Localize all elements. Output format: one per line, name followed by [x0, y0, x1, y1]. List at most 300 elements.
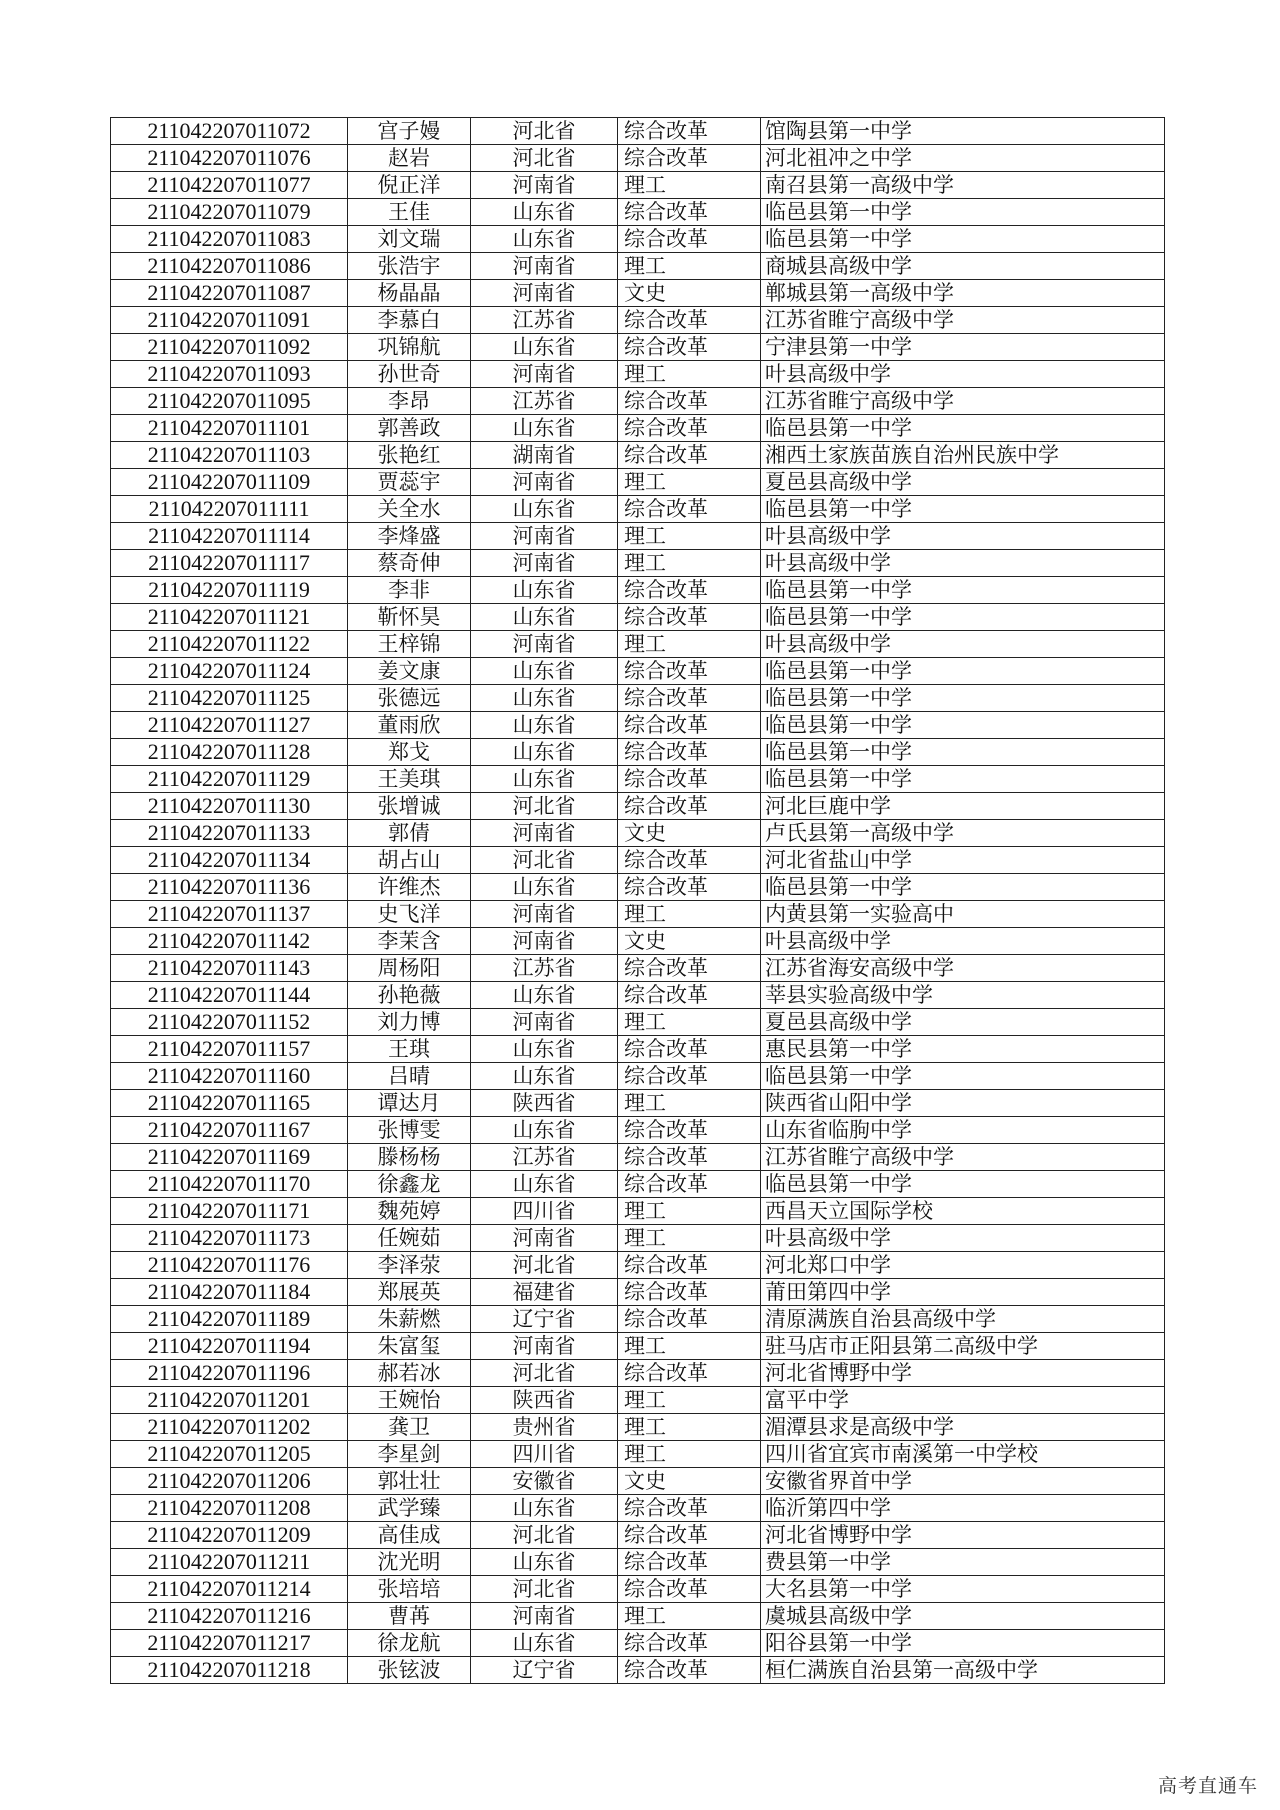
exam-id-cell: 211042207011092 — [111, 334, 348, 361]
subject-type-cell: 理工 — [618, 1198, 761, 1225]
school-cell: 桓仁满族自治县第一高级中学 — [761, 1657, 1165, 1684]
province-cell: 山东省 — [471, 739, 618, 766]
student-name-cell: 张博雯 — [348, 1117, 471, 1144]
exam-id-cell: 211042207011170 — [111, 1171, 348, 1198]
table-row — [111, 1387, 1165, 1414]
student-name-cell: 张培培 — [348, 1576, 471, 1603]
exam-id-cell: 211042207011201 — [111, 1387, 348, 1414]
subject-type-cell: 综合改革 — [618, 685, 761, 712]
province-cell: 河南省 — [471, 361, 618, 388]
province-cell: 辽宁省 — [471, 1306, 618, 1333]
province-cell: 河南省 — [471, 523, 618, 550]
exam-id-cell: 211042207011093 — [111, 361, 348, 388]
table-row — [111, 1225, 1165, 1252]
province-cell: 山东省 — [471, 874, 618, 901]
exam-id-cell: 211042207011079 — [111, 199, 348, 226]
exam-id-cell: 211042207011214 — [111, 1576, 348, 1603]
subject-type-cell: 理工 — [618, 1441, 761, 1468]
school-cell: 湘西土家族苗族自治州民族中学 — [761, 442, 1165, 469]
table-row — [111, 1063, 1165, 1090]
province-cell: 安徽省 — [471, 1468, 618, 1495]
exam-id-cell: 211042207011167 — [111, 1117, 348, 1144]
student-name-cell: 孙艳薇 — [348, 982, 471, 1009]
school-cell: 西昌天立国际学校 — [761, 1198, 1165, 1225]
subject-type-cell: 综合改革 — [618, 388, 761, 415]
table-row — [111, 550, 1165, 577]
subject-type-cell: 理工 — [618, 1603, 761, 1630]
exam-id-cell: 211042207011216 — [111, 1603, 348, 1630]
student-name-cell: 徐龙航 — [348, 1630, 471, 1657]
subject-type-cell: 文史 — [618, 820, 761, 847]
province-cell: 河北省 — [471, 1360, 618, 1387]
province-cell: 河北省 — [471, 145, 618, 172]
school-cell: 叶县高级中学 — [761, 523, 1165, 550]
province-cell: 河南省 — [471, 280, 618, 307]
province-cell: 山东省 — [471, 685, 618, 712]
student-name-cell: 任婉茹 — [348, 1225, 471, 1252]
subject-type-cell: 综合改革 — [618, 577, 761, 604]
school-cell: 阳谷县第一中学 — [761, 1630, 1165, 1657]
subject-type-cell: 文史 — [618, 928, 761, 955]
school-cell: 莆田第四中学 — [761, 1279, 1165, 1306]
subject-type-cell: 理工 — [618, 253, 761, 280]
school-cell: 临邑县第一中学 — [761, 577, 1165, 604]
subject-type-cell: 综合改革 — [618, 1495, 761, 1522]
table-row — [111, 1522, 1165, 1549]
student-name-cell: 龚卫 — [348, 1414, 471, 1441]
province-cell: 山东省 — [471, 766, 618, 793]
province-cell: 山东省 — [471, 982, 618, 1009]
subject-type-cell: 综合改革 — [618, 739, 761, 766]
province-cell: 河南省 — [471, 1009, 618, 1036]
school-cell: 临邑县第一中学 — [761, 712, 1165, 739]
student-name-cell: 李茉含 — [348, 928, 471, 955]
province-cell: 江苏省 — [471, 1144, 618, 1171]
student-name-cell: 李昂 — [348, 388, 471, 415]
exam-id-cell: 211042207011169 — [111, 1144, 348, 1171]
table-row — [111, 415, 1165, 442]
student-name-cell: 李星剑 — [348, 1441, 471, 1468]
table-row — [111, 199, 1165, 226]
student-name-cell: 李烽盛 — [348, 523, 471, 550]
subject-type-cell: 综合改革 — [618, 1522, 761, 1549]
exam-id-cell: 211042207011208 — [111, 1495, 348, 1522]
student-name-cell: 张增诚 — [348, 793, 471, 820]
exam-id-cell: 211042207011137 — [111, 901, 348, 928]
exam-id-cell: 211042207011121 — [111, 604, 348, 631]
school-cell: 江苏省海安高级中学 — [761, 955, 1165, 982]
school-cell: 叶县高级中学 — [761, 631, 1165, 658]
province-cell: 山东省 — [471, 1036, 618, 1063]
school-cell: 临邑县第一中学 — [761, 226, 1165, 253]
exam-id-cell: 211042207011218 — [111, 1657, 348, 1684]
subject-type-cell: 理工 — [618, 901, 761, 928]
exam-id-cell: 211042207011076 — [111, 145, 348, 172]
province-cell: 江苏省 — [471, 955, 618, 982]
exam-id-cell: 211042207011136 — [111, 874, 348, 901]
province-cell: 山东省 — [471, 496, 618, 523]
exam-id-cell: 211042207011087 — [111, 280, 348, 307]
table-row — [111, 1036, 1165, 1063]
subject-type-cell: 综合改革 — [618, 1306, 761, 1333]
subject-type-cell: 综合改革 — [618, 199, 761, 226]
province-cell: 山东省 — [471, 199, 618, 226]
student-name-cell: 王琪 — [348, 1036, 471, 1063]
subject-type-cell: 综合改革 — [618, 1036, 761, 1063]
school-cell: 湄潭县求是高级中学 — [761, 1414, 1165, 1441]
table-row — [111, 1252, 1165, 1279]
subject-type-cell: 理工 — [618, 1090, 761, 1117]
table-row — [111, 1306, 1165, 1333]
subject-type-cell: 综合改革 — [618, 658, 761, 685]
school-cell: 临邑县第一中学 — [761, 199, 1165, 226]
student-name-cell: 周杨阳 — [348, 955, 471, 982]
exam-id-cell: 211042207011196 — [111, 1360, 348, 1387]
subject-type-cell: 综合改革 — [618, 118, 761, 145]
province-cell: 河南省 — [471, 820, 618, 847]
province-cell: 江苏省 — [471, 307, 618, 334]
student-name-cell: 王婉怡 — [348, 1387, 471, 1414]
table-row — [111, 739, 1165, 766]
table-row — [111, 766, 1165, 793]
subject-type-cell: 理工 — [618, 1009, 761, 1036]
school-cell: 惠民县第一中学 — [761, 1036, 1165, 1063]
table-row — [111, 334, 1165, 361]
school-cell: 南召县第一高级中学 — [761, 172, 1165, 199]
table-row — [111, 928, 1165, 955]
subject-type-cell: 综合改革 — [618, 496, 761, 523]
province-cell: 山东省 — [471, 1063, 618, 1090]
school-cell: 江苏省睢宁高级中学 — [761, 388, 1165, 415]
student-name-cell: 赵岩 — [348, 145, 471, 172]
province-cell: 河南省 — [471, 1333, 618, 1360]
school-cell: 河北郑口中学 — [761, 1252, 1165, 1279]
school-cell: 临邑县第一中学 — [761, 874, 1165, 901]
school-cell: 商城县高级中学 — [761, 253, 1165, 280]
province-cell: 山东省 — [471, 1171, 618, 1198]
school-cell: 虞城县高级中学 — [761, 1603, 1165, 1630]
table-row — [111, 604, 1165, 631]
province-cell: 河南省 — [471, 901, 618, 928]
province-cell: 河南省 — [471, 172, 618, 199]
school-cell: 河北省博野中学 — [761, 1522, 1165, 1549]
school-cell: 馆陶县第一中学 — [761, 118, 1165, 145]
table-row — [111, 1333, 1165, 1360]
subject-type-cell: 综合改革 — [618, 1279, 761, 1306]
province-cell: 山东省 — [471, 604, 618, 631]
exam-id-cell: 211042207011095 — [111, 388, 348, 415]
province-cell: 河北省 — [471, 1576, 618, 1603]
subject-type-cell: 综合改革 — [618, 712, 761, 739]
school-cell: 临邑县第一中学 — [761, 658, 1165, 685]
exam-id-cell: 211042207011114 — [111, 523, 348, 550]
student-name-cell: 高佳成 — [348, 1522, 471, 1549]
student-name-cell: 李泽荥 — [348, 1252, 471, 1279]
province-cell: 四川省 — [471, 1198, 618, 1225]
student-name-cell: 巩锦航 — [348, 334, 471, 361]
student-name-cell: 魏苑婷 — [348, 1198, 471, 1225]
school-cell: 江苏省睢宁高级中学 — [761, 1144, 1165, 1171]
province-cell: 河南省 — [471, 1603, 618, 1630]
subject-type-cell: 理工 — [618, 523, 761, 550]
subject-type-cell: 综合改革 — [618, 847, 761, 874]
exam-id-cell: 211042207011206 — [111, 1468, 348, 1495]
table-row — [111, 874, 1165, 901]
student-name-cell: 谭达月 — [348, 1090, 471, 1117]
subject-type-cell: 综合改革 — [618, 1063, 761, 1090]
school-cell: 临邑县第一中学 — [761, 766, 1165, 793]
subject-type-cell: 综合改革 — [618, 1171, 761, 1198]
table-row — [111, 1576, 1165, 1603]
province-cell: 河北省 — [471, 1522, 618, 1549]
table-row — [111, 496, 1165, 523]
school-cell: 叶县高级中学 — [761, 928, 1165, 955]
school-cell: 临邑县第一中学 — [761, 415, 1165, 442]
exam-id-cell: 211042207011111 — [111, 496, 348, 523]
exam-id-cell: 211042207011173 — [111, 1225, 348, 1252]
province-cell: 陕西省 — [471, 1090, 618, 1117]
exam-id-cell: 211042207011109 — [111, 469, 348, 496]
province-cell: 山东省 — [471, 1495, 618, 1522]
table-row — [111, 901, 1165, 928]
student-name-cell: 王美琪 — [348, 766, 471, 793]
exam-id-cell: 211042207011124 — [111, 658, 348, 685]
student-name-cell: 倪正洋 — [348, 172, 471, 199]
table-row — [111, 280, 1165, 307]
table-row — [111, 469, 1165, 496]
province-cell: 河南省 — [471, 1225, 618, 1252]
exam-id-cell: 211042207011130 — [111, 793, 348, 820]
table-row — [111, 253, 1165, 280]
student-name-cell: 滕杨杨 — [348, 1144, 471, 1171]
exam-id-cell: 211042207011103 — [111, 442, 348, 469]
student-name-cell: 郭善政 — [348, 415, 471, 442]
subject-type-cell: 综合改革 — [618, 1144, 761, 1171]
student-name-cell: 张艳红 — [348, 442, 471, 469]
student-name-cell: 王佳 — [348, 199, 471, 226]
subject-type-cell: 综合改革 — [618, 793, 761, 820]
subject-type-cell: 综合改革 — [618, 1549, 761, 1576]
subject-type-cell: 综合改革 — [618, 1117, 761, 1144]
school-cell: 临邑县第一中学 — [761, 1063, 1165, 1090]
student-name-cell: 郑戈 — [348, 739, 471, 766]
table-row — [111, 793, 1165, 820]
subject-type-cell: 综合改革 — [618, 442, 761, 469]
table-body — [111, 118, 1165, 1684]
province-cell: 山东省 — [471, 226, 618, 253]
table-row — [111, 577, 1165, 604]
province-cell: 山东省 — [471, 1630, 618, 1657]
province-cell: 河北省 — [471, 1252, 618, 1279]
subject-type-cell: 综合改革 — [618, 145, 761, 172]
exam-id-cell: 211042207011122 — [111, 631, 348, 658]
exam-id-cell: 211042207011194 — [111, 1333, 348, 1360]
table-row — [111, 361, 1165, 388]
exam-id-cell: 211042207011143 — [111, 955, 348, 982]
student-name-cell: 关全水 — [348, 496, 471, 523]
province-cell: 河南省 — [471, 550, 618, 577]
student-name-cell: 王梓锦 — [348, 631, 471, 658]
exam-id-cell: 211042207011133 — [111, 820, 348, 847]
exam-id-cell: 211042207011205 — [111, 1441, 348, 1468]
table-row — [111, 1279, 1165, 1306]
table-row — [111, 1630, 1165, 1657]
school-cell: 安徽省界首中学 — [761, 1468, 1165, 1495]
province-cell: 辽宁省 — [471, 1657, 618, 1684]
province-cell: 江苏省 — [471, 388, 618, 415]
table-row — [111, 847, 1165, 874]
table-row — [111, 1117, 1165, 1144]
exam-id-cell: 211042207011091 — [111, 307, 348, 334]
province-cell: 山东省 — [471, 577, 618, 604]
exam-id-cell: 211042207011189 — [111, 1306, 348, 1333]
school-cell: 河北省盐山中学 — [761, 847, 1165, 874]
student-name-cell: 孙世奇 — [348, 361, 471, 388]
province-cell: 山东省 — [471, 415, 618, 442]
province-cell: 河北省 — [471, 793, 618, 820]
subject-type-cell: 理工 — [618, 361, 761, 388]
student-name-cell: 吕晴 — [348, 1063, 471, 1090]
province-cell: 河南省 — [471, 631, 618, 658]
school-cell: 宁津县第一中学 — [761, 334, 1165, 361]
table-row — [111, 1090, 1165, 1117]
table-row — [111, 1198, 1165, 1225]
province-cell: 山东省 — [471, 334, 618, 361]
school-cell: 叶县高级中学 — [761, 361, 1165, 388]
subject-type-cell: 综合改革 — [618, 334, 761, 361]
province-cell: 河南省 — [471, 928, 618, 955]
table-row — [111, 982, 1165, 1009]
school-cell: 临邑县第一中学 — [761, 496, 1165, 523]
student-name-cell: 刘文瑞 — [348, 226, 471, 253]
subject-type-cell: 综合改革 — [618, 1657, 761, 1684]
school-cell: 大名县第一中学 — [761, 1576, 1165, 1603]
province-cell: 河南省 — [471, 253, 618, 280]
table-row — [111, 145, 1165, 172]
school-cell: 临邑县第一中学 — [761, 739, 1165, 766]
exam-id-cell: 211042207011142 — [111, 928, 348, 955]
exam-id-cell: 211042207011129 — [111, 766, 348, 793]
school-cell: 费县第一中学 — [761, 1549, 1165, 1576]
student-name-cell: 张浩宇 — [348, 253, 471, 280]
exam-id-cell: 211042207011171 — [111, 1198, 348, 1225]
table-row — [111, 1360, 1165, 1387]
student-name-cell: 郝若冰 — [348, 1360, 471, 1387]
province-cell: 山东省 — [471, 1117, 618, 1144]
table-row — [111, 1468, 1165, 1495]
student-name-cell: 李非 — [348, 577, 471, 604]
table-row — [111, 1171, 1165, 1198]
table-row — [111, 1009, 1165, 1036]
table-row — [111, 631, 1165, 658]
subject-type-cell: 综合改革 — [618, 1630, 761, 1657]
subject-type-cell: 综合改革 — [618, 226, 761, 253]
exam-id-cell: 211042207011125 — [111, 685, 348, 712]
subject-type-cell: 理工 — [618, 550, 761, 577]
subject-type-cell: 综合改革 — [618, 307, 761, 334]
province-cell: 陕西省 — [471, 1387, 618, 1414]
province-cell: 山东省 — [471, 658, 618, 685]
province-cell: 山东省 — [471, 1549, 618, 1576]
table-row — [111, 388, 1165, 415]
exam-id-cell: 211042207011217 — [111, 1630, 348, 1657]
table-row — [111, 118, 1165, 145]
student-name-cell: 曹苒 — [348, 1603, 471, 1630]
table-row — [111, 1495, 1165, 1522]
student-name-cell: 靳怀昊 — [348, 604, 471, 631]
province-cell: 山东省 — [471, 712, 618, 739]
province-cell: 湖南省 — [471, 442, 618, 469]
student-name-cell: 蔡奇伸 — [348, 550, 471, 577]
student-name-cell: 沈光明 — [348, 1549, 471, 1576]
province-cell: 河北省 — [471, 118, 618, 145]
school-cell: 卢氏县第一高级中学 — [761, 820, 1165, 847]
subject-type-cell: 综合改革 — [618, 1576, 761, 1603]
table-row — [111, 712, 1165, 739]
exam-id-cell: 211042207011184 — [111, 1279, 348, 1306]
table-row — [111, 685, 1165, 712]
student-name-cell: 李慕白 — [348, 307, 471, 334]
student-name-cell: 姜文康 — [348, 658, 471, 685]
school-cell: 陕西省山阳中学 — [761, 1090, 1165, 1117]
subject-type-cell: 综合改革 — [618, 955, 761, 982]
table-row — [111, 1549, 1165, 1576]
subject-type-cell: 综合改革 — [618, 604, 761, 631]
exam-id-cell: 211042207011072 — [111, 118, 348, 145]
student-name-cell: 胡占山 — [348, 847, 471, 874]
exam-id-cell: 211042207011157 — [111, 1036, 348, 1063]
student-name-cell: 郭倩 — [348, 820, 471, 847]
exam-id-cell: 211042207011176 — [111, 1252, 348, 1279]
table-row — [111, 820, 1165, 847]
exam-id-cell: 211042207011160 — [111, 1063, 348, 1090]
student-table — [110, 117, 1165, 1684]
table-row — [111, 307, 1165, 334]
student-name-cell: 朱薪燃 — [348, 1306, 471, 1333]
student-name-cell: 郑展英 — [348, 1279, 471, 1306]
subject-type-cell: 理工 — [618, 172, 761, 199]
school-cell: 郸城县第一高级中学 — [761, 280, 1165, 307]
table-row — [111, 658, 1165, 685]
province-cell: 福建省 — [471, 1279, 618, 1306]
exam-id-cell: 211042207011101 — [111, 415, 348, 442]
subject-type-cell: 综合改革 — [618, 874, 761, 901]
table-row — [111, 1441, 1165, 1468]
school-cell: 山东省临朐中学 — [761, 1117, 1165, 1144]
student-name-cell: 张德远 — [348, 685, 471, 712]
table-row — [111, 1144, 1165, 1171]
student-name-cell: 贾蕊宇 — [348, 469, 471, 496]
province-cell: 贵州省 — [471, 1414, 618, 1441]
student-name-cell: 宫子嫚 — [348, 118, 471, 145]
exam-id-cell: 211042207011152 — [111, 1009, 348, 1036]
school-cell: 临邑县第一中学 — [761, 1171, 1165, 1198]
subject-type-cell: 理工 — [618, 1414, 761, 1441]
school-cell: 富平中学 — [761, 1387, 1165, 1414]
subject-type-cell: 理工 — [618, 1225, 761, 1252]
school-cell: 叶县高级中学 — [761, 550, 1165, 577]
table-row — [111, 1657, 1165, 1684]
student-name-cell: 史飞洋 — [348, 901, 471, 928]
student-name-cell: 刘力博 — [348, 1009, 471, 1036]
school-cell: 驻马店市正阳县第二高级中学 — [761, 1333, 1165, 1360]
province-cell: 河南省 — [471, 469, 618, 496]
exam-id-cell: 211042207011086 — [111, 253, 348, 280]
exam-id-cell: 211042207011165 — [111, 1090, 348, 1117]
exam-id-cell: 211042207011211 — [111, 1549, 348, 1576]
subject-type-cell: 理工 — [618, 469, 761, 496]
student-name-cell: 董雨欣 — [348, 712, 471, 739]
